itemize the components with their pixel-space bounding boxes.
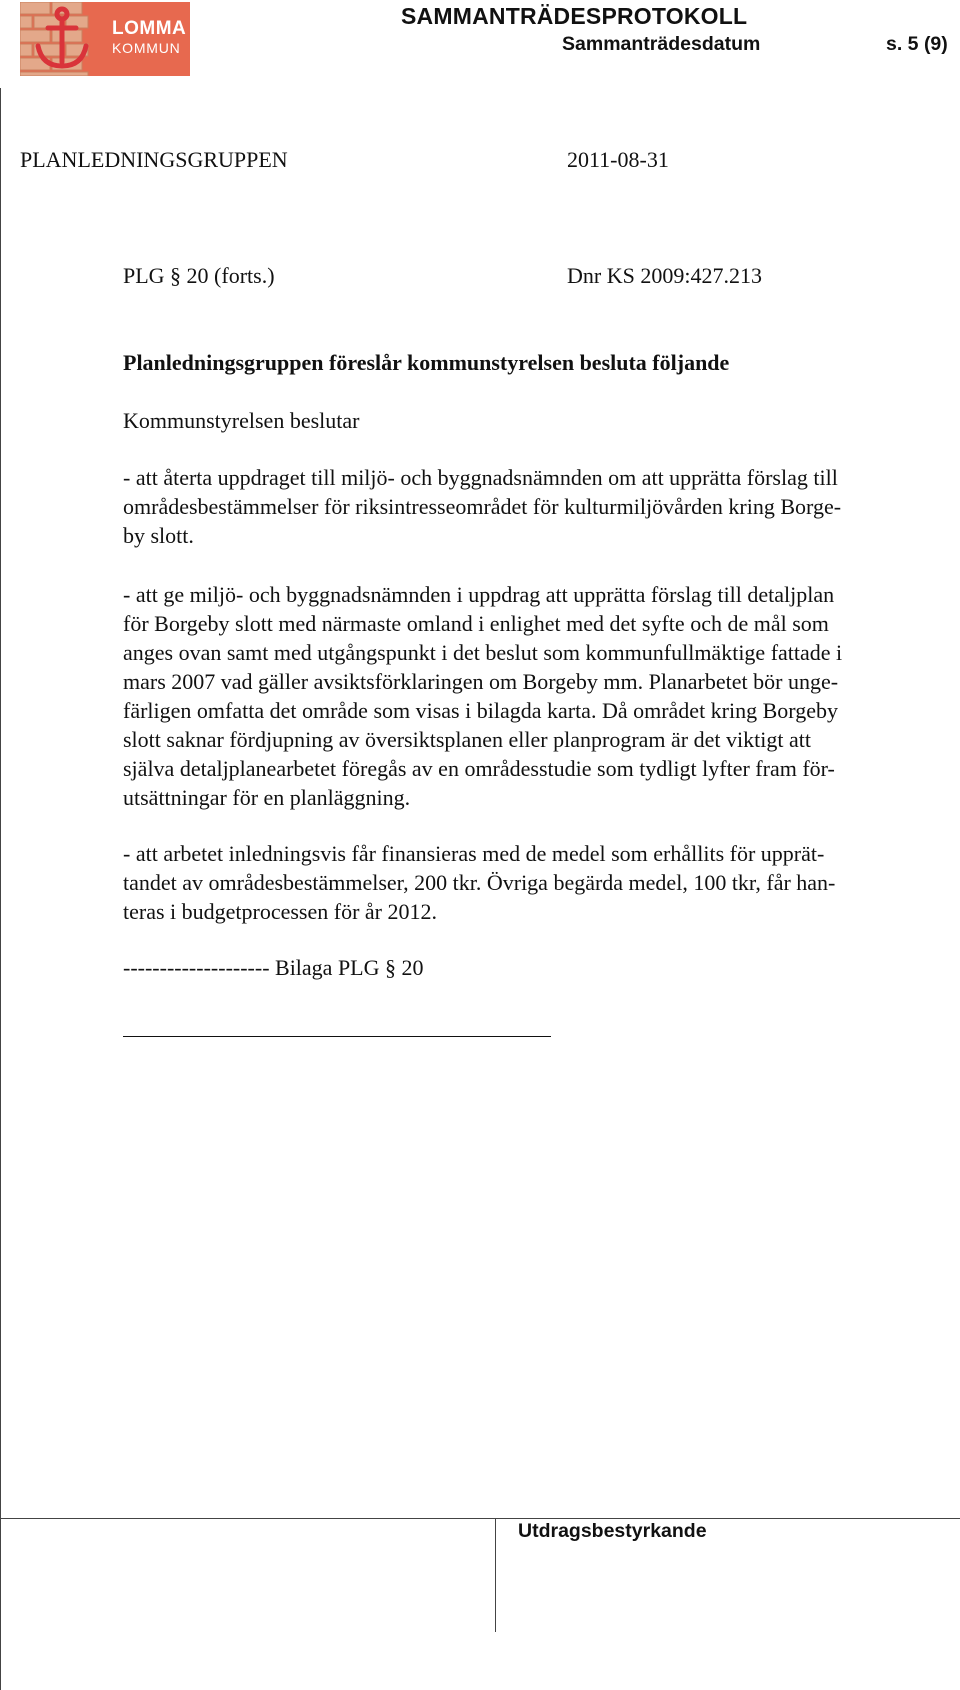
footer-rule [0, 1518, 960, 1519]
paragraph-line: färligen omfatta det område som visas i bilagda karta. Då området kring Borgeby [123, 698, 838, 723]
paragraph-line: för Borgeby slott med närmaste omland i enlighet med det syfte och de mål som [123, 611, 829, 636]
footer-divider [495, 1518, 496, 1632]
paragraph-line: tandet av områdesbestämmelser, 200 tkr. Övriga begärda medel, 100 tkr, får han- [123, 870, 836, 895]
meeting-date: 2011-08-31 [567, 147, 669, 172]
logo-text-kommun: KOMMUN [112, 40, 181, 56]
decision-paragraph-2 [123, 580, 940, 812]
decision-paragraph-3 [123, 839, 940, 926]
meeting-date-label: Sammanträdesdatum [562, 33, 761, 55]
decision-subheading: Kommunstyrelsen beslutar [123, 408, 360, 433]
paragraph-line: anges ovan samt med utgångspunkt i det beslut som kommunfullmäktige fattade i [123, 640, 843, 665]
lomma-kommun-logo [20, 2, 190, 76]
diary-number: Dnr KS 2009:427.213 [567, 263, 762, 288]
paragraph-line: - att arbetet inledningsvis får finansieras med de medel som erhållits för upprät- [123, 841, 825, 866]
paragraph-line: områdesbestämmelser för riksintresseområdet för kulturmiljövården kring Borge- [123, 494, 842, 519]
attachment-reference: -------------------- Bilaga PLG § 20 [123, 955, 424, 980]
group-name: PLANLEDNINGSGRUPPEN [20, 147, 288, 172]
paragraph-line: mars 2007 vad gäller avsiktsförklaringen om Borgeby mm. Planarbetet bör unge- [123, 669, 839, 694]
paragraph-line: slott saknar fördjupning av översiktsplanen eller planprogram är det viktigt att [123, 727, 811, 752]
signature-line [123, 1036, 551, 1037]
logo-text-lomma: LOMMA [112, 18, 187, 39]
proposal-heading: Planledningsgruppen föreslår kommunstyrelsen besluta följande [123, 350, 730, 375]
certification-label: Utdragsbestyrkande [518, 1520, 707, 1542]
paragraph-line: - att återta uppdraget till miljö- och byggnadsnämnden om att upprätta förslag till [123, 465, 838, 490]
paragraph-line: by slott. [123, 523, 194, 548]
paragraph-line: utsättningar för en planläggning. [123, 785, 411, 810]
page-number: s. 5 (9) [886, 33, 948, 55]
document-title: SAMMANTRÄDESPROTOKOLL [401, 3, 748, 29]
section-reference: PLG § 20 (forts.) [123, 263, 275, 288]
paragraph-line: själva detaljplanearbetet föregås av en områdesstudie som tydligt lyfter fram för- [123, 756, 835, 781]
decision-paragraph-1 [123, 463, 940, 550]
paragraph-line: - att ge miljö- och byggnadsnämnden i uppdrag att upprätta förslag till detaljplan [123, 582, 835, 607]
paragraph-line: teras i budgetprocessen för år 2012. [123, 899, 438, 924]
left-margin-rule [0, 88, 1, 1690]
